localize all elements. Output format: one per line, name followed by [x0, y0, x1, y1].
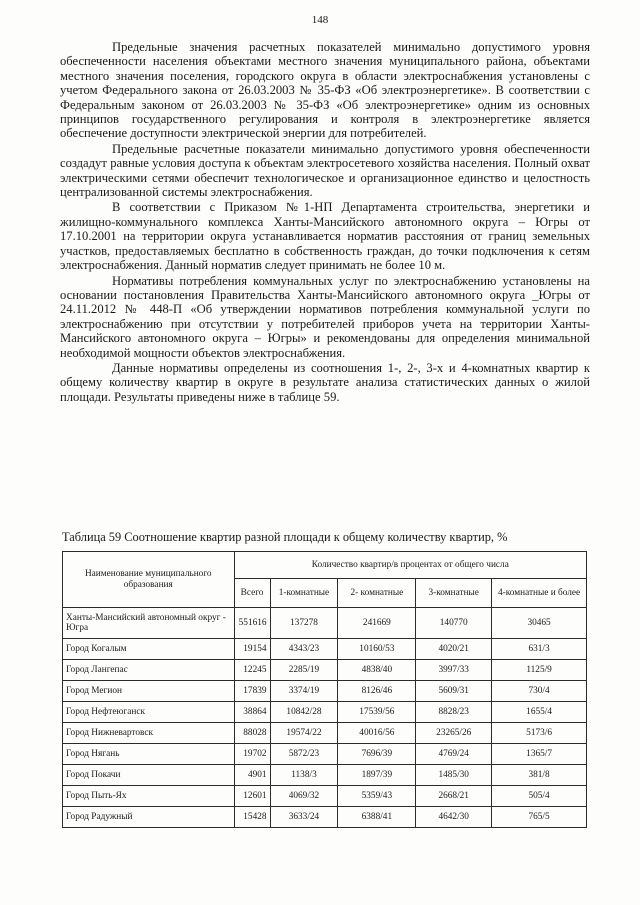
cell-name: Город Нефтеюганск [63, 702, 235, 723]
cell-total: 19702 [234, 744, 270, 765]
document-body [60, 40, 590, 405]
table-row [63, 702, 587, 723]
cell-1-room: 4069/32 [270, 786, 338, 807]
cell-4-room: 30465 [492, 608, 587, 639]
table-row [63, 744, 587, 765]
cell-4-room: 730/4 [492, 681, 587, 702]
table-caption: Таблица 59 Соотношение квартир разной площади к общему количеству квартир, % [62, 530, 508, 544]
paragraph: Предельные расчетные показатели минимально допустимого уровня обеспеченности создадут равные условия доступа к объектам электросетевого хозяйства населения. Полный охват электрическими сетями обеспечит технологическое и организационное единство и целостность централизованной системы электроснабжения. [60, 141, 590, 200]
paragraph: Нормативы потребления коммунальных услуг по электроснабжению установлены на основании постановления Правительства Ханты-Мансийского автономного округа _Югры от 24.11.2012 № 448-П «Об утверждении нормативов потребления коммунальной услуги по электроснабжению при отсутствии у потребителей приборов учета на территории Ханты-Мансийского автономного округа – Югры» и рекомендованы для определения минимальной необходимой мощности объектов электроснабжения. [60, 273, 590, 360]
cell-name: Город Нижневартовск [63, 723, 235, 744]
table-row [63, 807, 587, 828]
cell-4-room: 1125/9 [492, 660, 587, 681]
cell-name: Город Мегион [63, 681, 235, 702]
cell-3-room: 4642/30 [416, 807, 492, 828]
cell-4-room: 505/4 [492, 786, 587, 807]
column-header-4-room: 4-комнатные и более [492, 579, 587, 608]
cell-1-room: 10842/28 [270, 702, 338, 723]
cell-name: Город Пыть-Ях [63, 786, 235, 807]
cell-1-room: 1138/3 [270, 765, 338, 786]
cell-total: 4901 [234, 765, 270, 786]
cell-name: Город Когалым [63, 639, 235, 660]
cell-3-room: 2668/21 [416, 786, 492, 807]
cell-2-room: 5359/43 [338, 786, 416, 807]
cell-total: 12245 [234, 660, 270, 681]
cell-total: 88028 [234, 723, 270, 744]
table-row [63, 765, 587, 786]
cell-total: 12601 [234, 786, 270, 807]
cell-2-room: 7696/39 [338, 744, 416, 765]
cell-name: Город Нягань [63, 744, 235, 765]
cell-2-room: 4838/40 [338, 660, 416, 681]
cell-2-room: 10160/53 [338, 639, 416, 660]
page-number: 148 [311, 14, 329, 26]
paragraph: В соответствии с Приказом №1-НП Департамента строительства, энергетики и жилищно-коммунального комплекса Ханты-Мансийского автономного округа – Югры от 17.10.2001 на территории округа устанавливается норматив расстояния от границ земельных участков, предоставляемых бесплатно в собственность граждан, до точки подключения к сетям электроснабжения. Данный норматив следует принимать не более 10 м. [60, 200, 590, 273]
cell-name: Город Покачи [63, 765, 235, 786]
cell-3-room: 23265/26 [416, 723, 492, 744]
cell-3-room: 5609/31 [416, 681, 492, 702]
cell-3-room: 1485/30 [416, 765, 492, 786]
cell-4-room: 1365/7 [492, 744, 587, 765]
table-row [63, 608, 587, 639]
cell-name: Ханты-Мансийский автономный округ - Югра [63, 608, 235, 639]
cell-total: 551616 [234, 608, 270, 639]
cell-4-room: 765/5 [492, 807, 587, 828]
cell-2-room: 1897/39 [338, 765, 416, 786]
table-row [63, 639, 587, 660]
cell-name: Город Лангепас [63, 660, 235, 681]
cell-2-room: 17539/56 [338, 702, 416, 723]
cell-4-room: 5173/6 [492, 723, 587, 744]
cell-4-room: 381/8 [492, 765, 587, 786]
cell-total: 38864 [234, 702, 270, 723]
column-header-total: Всего [234, 579, 270, 608]
cell-2-room: 8126/46 [338, 681, 416, 702]
cell-4-room: 1655/4 [492, 702, 587, 723]
table-row [63, 681, 587, 702]
cell-2-room: 6388/41 [338, 807, 416, 828]
column-header-3-room: 3-комнатные [416, 579, 492, 608]
column-header-1-room: 1-комнатные [270, 579, 338, 608]
cell-name: Город Радужный [63, 807, 235, 828]
cell-2-room: 241669 [338, 608, 416, 639]
cell-total: 15428 [234, 807, 270, 828]
column-header-group: Количество квартир/в процентах от общего числа [234, 552, 586, 579]
cell-3-room: 140770 [416, 608, 492, 639]
column-header-2-room: 2- комнатные [338, 579, 416, 608]
cell-1-room: 3633/24 [270, 807, 338, 828]
cell-1-room: 4343/23 [270, 639, 338, 660]
paragraph: Предельные значения расчетных показателей минимально допустимого уровня обеспеченности населения объектами местного значения муниципального района, объектами местного значения поселения, городского округа в области электроснабжения установлены с учетом Федерального закона от 26.03.2003 № 35-ФЗ «Об электроэнергетике». В соответствии с Федеральным законом от 26.03.2003 № 35-ФЗ «Об электроэнергетике» одним из основных принципов государственного регулирования и контроля в электроэнергетике является обеспечение доступности электрической энергии для потребителей. [60, 40, 590, 141]
cell-1-room: 3374/19 [270, 681, 338, 702]
cell-total: 19154 [234, 639, 270, 660]
apartments-table [62, 551, 587, 828]
cell-4-room: 631/3 [492, 639, 587, 660]
table-row [63, 786, 587, 807]
column-header-name: Наименование муниципального образования [63, 552, 235, 608]
cell-total: 17839 [234, 681, 270, 702]
cell-3-room: 4769/24 [416, 744, 492, 765]
cell-1-room: 2285/19 [270, 660, 338, 681]
table-row [63, 660, 587, 681]
cell-1-room: 19574/22 [270, 723, 338, 744]
cell-1-room: 137278 [270, 608, 338, 639]
cell-3-room: 3997/33 [416, 660, 492, 681]
paragraph: Данные нормативы определены из соотношения 1-, 2-, 3-х и 4-комнатных квартир к общему количеству квартир в округе в результате анализа статистических данных о жилой площади. Результаты приведены ниже в таблице 59. [60, 360, 590, 404]
table-row [63, 723, 587, 744]
cell-3-room: 8828/23 [416, 702, 492, 723]
cell-1-room: 5872/23 [270, 744, 338, 765]
cell-2-room: 40016/56 [338, 723, 416, 744]
cell-3-room: 4020/21 [416, 639, 492, 660]
